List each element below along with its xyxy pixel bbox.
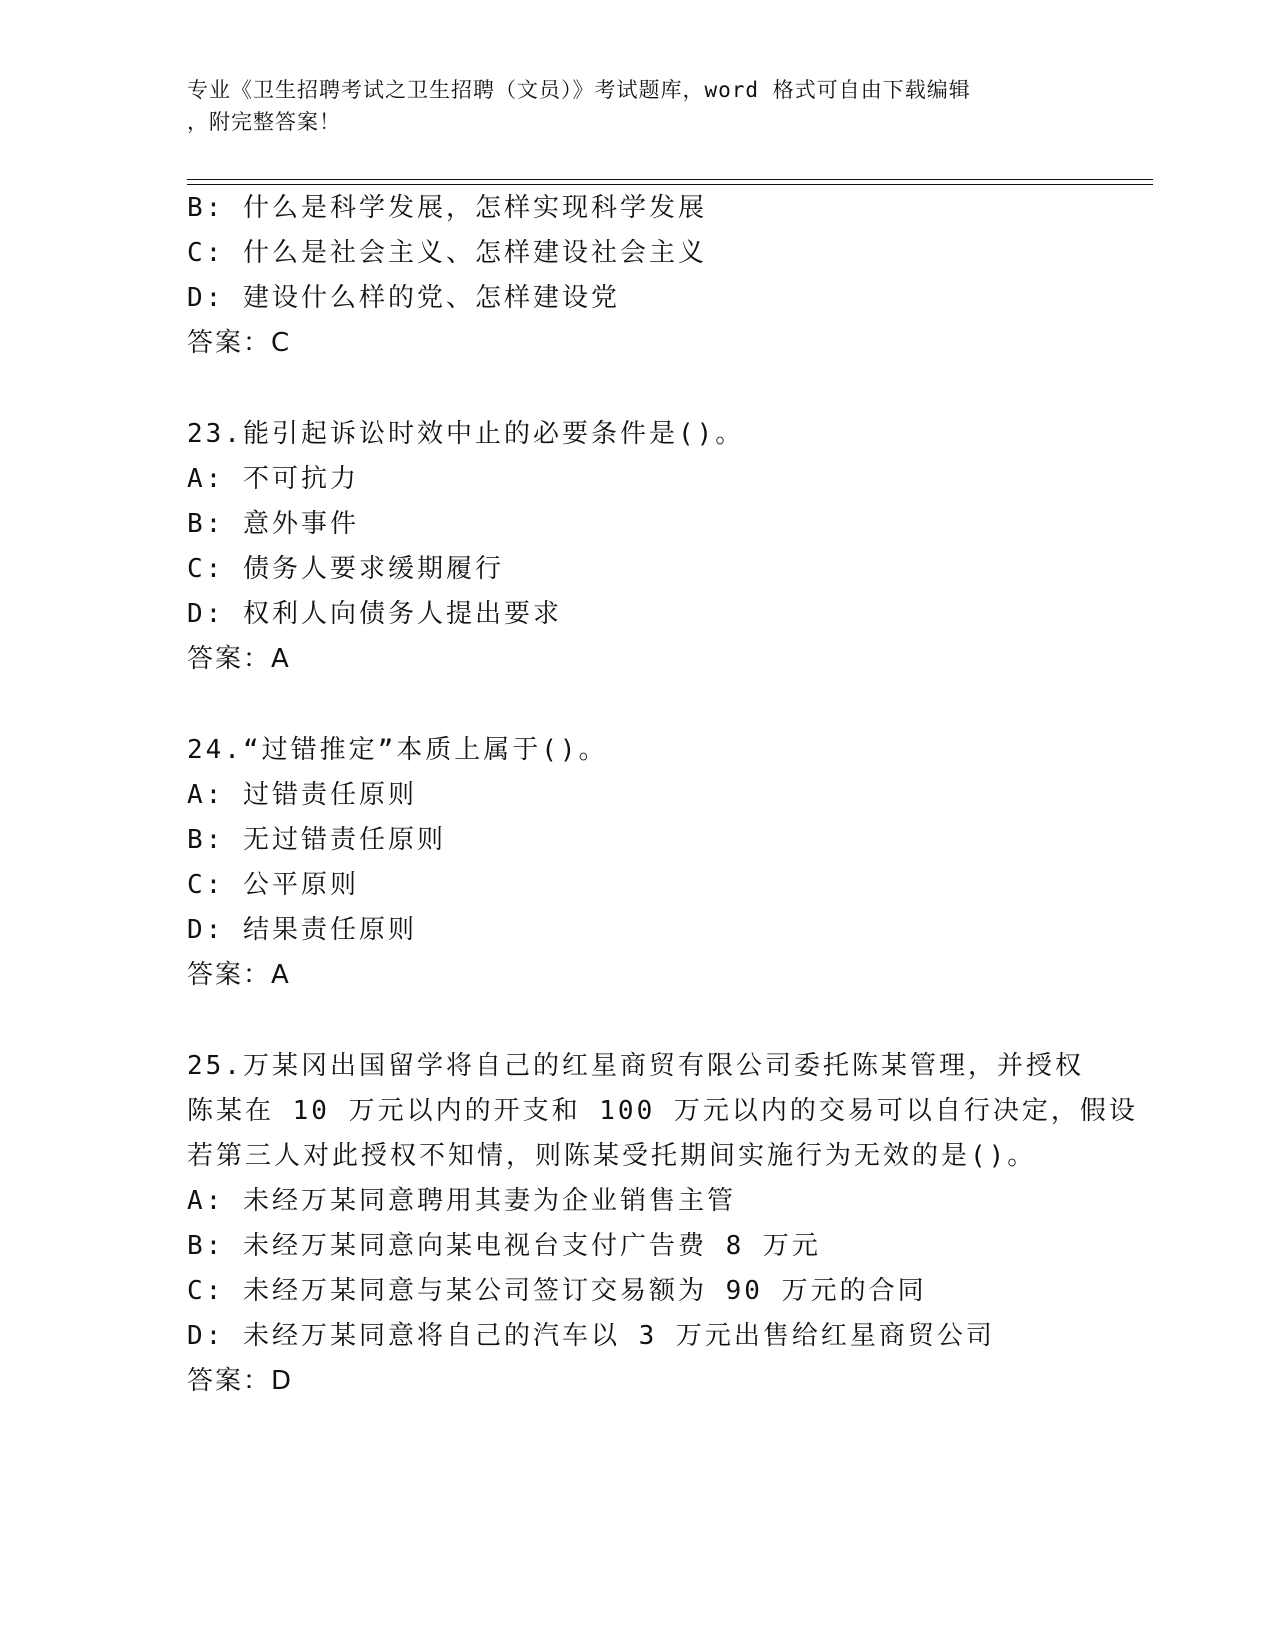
- q23-option-d: D: 权利人向债务人提出要求: [187, 599, 562, 629]
- q24-option-d: D: 结果责任原则: [187, 915, 417, 945]
- q23-answer: 答案：A: [187, 644, 291, 674]
- q25-option-d: D: 未经万某同意将自己的汽车以 3 万元出售给红星商贸公司: [187, 1321, 995, 1351]
- question-22-block: [187, 186, 1087, 366]
- q22-option-b: B: 什么是科学发展，怎样实现科学发展: [187, 193, 707, 223]
- spacer: [187, 682, 1087, 728]
- q22-option-c: C: 什么是社会主义、怎样建设社会主义: [187, 238, 707, 268]
- q25-question-line-2: 陈某在 10 万元以内的开支和 100 万元以内的交易可以自行决定，假设: [187, 1096, 1138, 1126]
- q23-option-c: C: 债务人要求缓期履行: [187, 554, 504, 584]
- spacer: [187, 998, 1087, 1044]
- question-24-block: [187, 728, 1087, 998]
- spacer: [187, 366, 1087, 412]
- q25-option-b: B: 未经万某同意向某电视台支付广告费 8 万元: [187, 1231, 821, 1261]
- header-divider-bottom: [187, 184, 1153, 185]
- q25-answer: 答案：D: [187, 1366, 294, 1396]
- question-23-block: [187, 412, 1087, 682]
- q23-option-b: B: 意外事件: [187, 509, 359, 539]
- q22-option-d: D: 建设什么样的党、怎样建设党: [187, 283, 620, 313]
- header-line-1: 专业《卫生招聘考试之卫生招聘（文员）》考试题库，word 格式可自由下载编辑: [187, 78, 971, 102]
- header-line-2: ，附完整答案！: [187, 110, 341, 134]
- q24-question: 24.“过错推定”本质上属于()。: [187, 735, 608, 765]
- q22-answer: 答案：C: [187, 328, 292, 358]
- q23-question: 23.能引起诉讼时效中止的必要条件是()。: [187, 419, 745, 449]
- q23-option-a: A: 不可抗力: [187, 464, 359, 494]
- header-divider-top: [187, 179, 1153, 180]
- q25-question-line-3: 若第三人对此授权不知情，则陈某受托期间实施行为无效的是()。: [187, 1141, 1037, 1171]
- q24-option-b: B: 无过错责任原则: [187, 825, 446, 855]
- q24-option-a: A: 过错责任原则: [187, 780, 417, 810]
- document-body: [187, 186, 1138, 1404]
- q25-option-a: A: 未经万某同意聘用其妻为企业销售主管: [187, 1186, 736, 1216]
- q24-answer: 答案：A: [187, 960, 291, 990]
- question-25-block: [187, 1044, 1138, 1404]
- document-header: [187, 74, 1067, 138]
- q24-option-c: C: 公平原则: [187, 870, 359, 900]
- q25-question-line-1: 25.万某冈出国留学将自己的红星商贸有限公司委托陈某管理，并授权: [187, 1051, 1084, 1081]
- q25-option-c: C: 未经万某同意与某公司签订交易额为 90 万元的合同: [187, 1276, 927, 1306]
